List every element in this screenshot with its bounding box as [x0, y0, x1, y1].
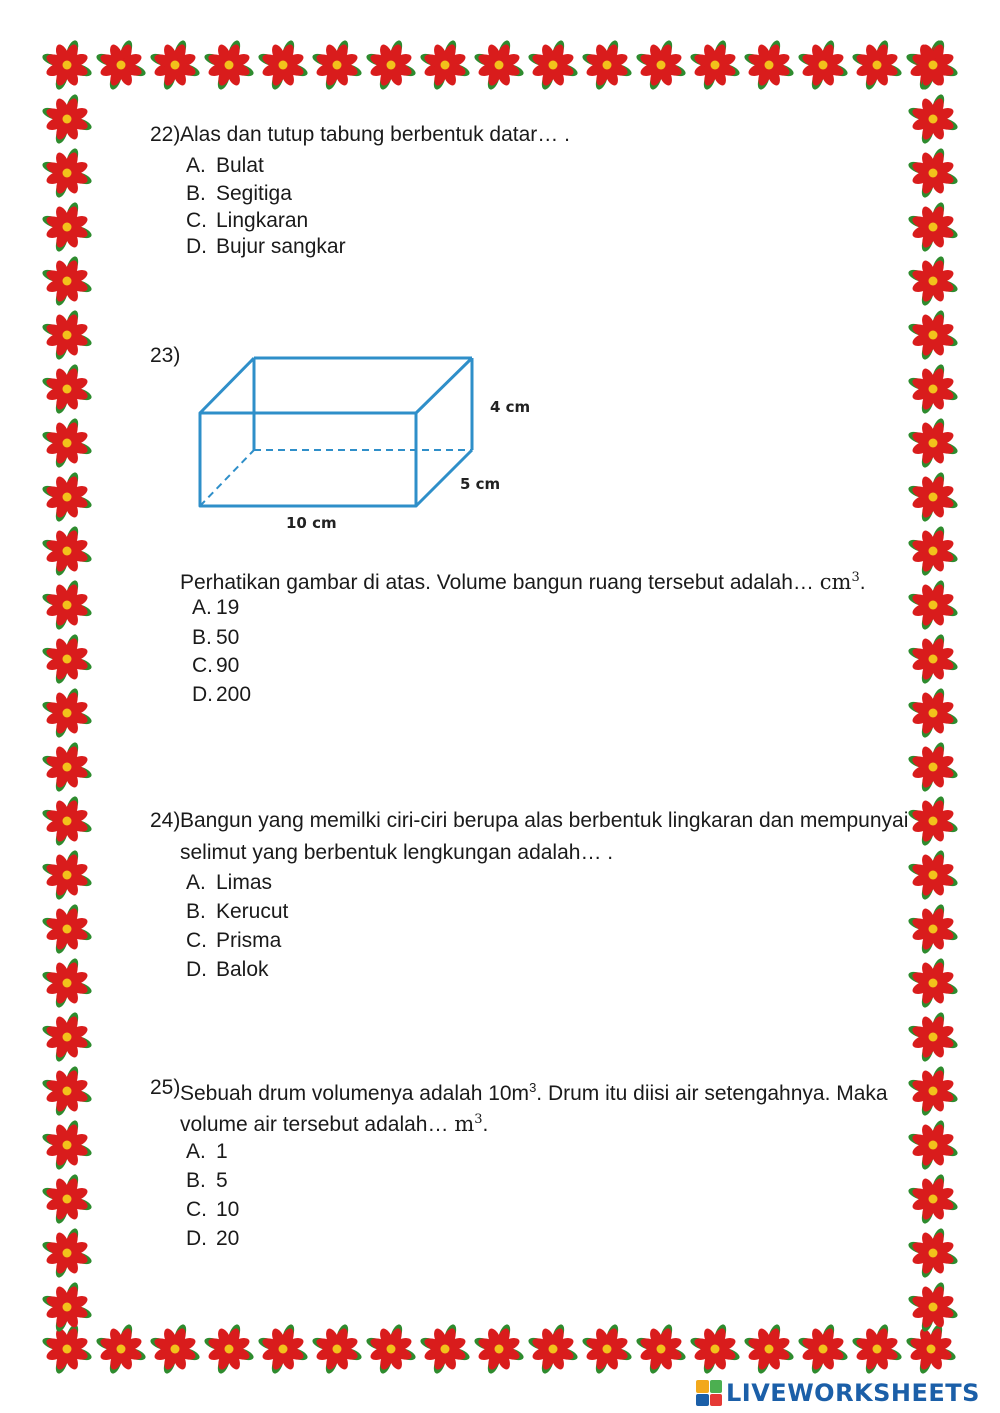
poinsettia-icon [40, 308, 94, 362]
poinsettia-icon [906, 146, 960, 200]
poinsettia-icon [94, 1322, 148, 1374]
poinsettia-icon [40, 92, 94, 146]
poinsettia-icon [472, 1322, 526, 1374]
poinsettia-icon [40, 1226, 94, 1280]
poinsettia-icon [310, 1322, 364, 1374]
option-d[interactable]: D. 20 [186, 1227, 240, 1250]
poinsettia-icon [40, 470, 94, 524]
poinsettia-icon [40, 578, 94, 632]
poinsettia-icon [364, 38, 418, 90]
poinsettia-icon [906, 1172, 960, 1226]
poinsettia-icon [906, 578, 960, 632]
poinsettia-icon [906, 416, 960, 470]
height-label: 4 cm [490, 398, 531, 416]
poinsettia-icon [906, 200, 960, 254]
option-b[interactable]: B. 5 [186, 1169, 228, 1192]
poinsettia-icon [202, 1322, 256, 1374]
poinsettia-icon [906, 740, 960, 794]
poinsettia-icon [906, 1064, 960, 1118]
question-text: Alas dan tutup tabung berbentuk datar… . [180, 123, 570, 146]
poinsettia-icon [688, 38, 742, 90]
poinsettia-icon [40, 254, 94, 308]
poinsettia-icon [40, 38, 94, 92]
option-d[interactable]: D. 200 [192, 683, 252, 706]
unit-m3: $m^3$ [454, 1112, 483, 1136]
poinsettia-icon [906, 254, 960, 308]
poinsettia-icon [906, 794, 960, 848]
poinsettia-icon [688, 1322, 742, 1374]
cuboid-front-face [200, 413, 416, 506]
poinsettia-icon [906, 308, 960, 362]
option-b[interactable]: B. Kerucut [186, 900, 289, 923]
poinsettia-icon [472, 38, 526, 90]
poinsettia-icon [906, 38, 960, 92]
option-d[interactable]: D. Balok [186, 958, 269, 981]
poinsettia-icon [796, 1322, 850, 1374]
poinsettia-icon [906, 848, 960, 902]
poinsettia-icon [634, 1322, 688, 1374]
poinsettia-icon [906, 686, 960, 740]
cuboid-figure [184, 350, 544, 540]
poinsettia-icon [40, 524, 94, 578]
cuboid-right-top-depth-edge [416, 358, 472, 413]
poinsettia-icon [796, 38, 850, 90]
poinsettia-icon [906, 470, 960, 524]
option-b[interactable]: B. 50 [192, 626, 240, 649]
poinsettia-icon [148, 38, 202, 90]
poinsettia-icon [40, 146, 94, 200]
poinsettia-icon [40, 416, 94, 470]
option-c[interactable]: C. 10 [186, 1198, 240, 1221]
poinsettia-icon [148, 1322, 202, 1374]
option-c[interactable]: C. 90 [192, 654, 240, 677]
poinsettia-icon [310, 38, 364, 90]
poinsettia-icon [906, 362, 960, 416]
poinsettia-icon [40, 1010, 94, 1064]
poinsettia-icon [742, 38, 796, 90]
poinsettia-icon [40, 1172, 94, 1226]
poinsettia-icon [202, 38, 256, 90]
poinsettia-icon [40, 686, 94, 740]
poinsettia-icon [40, 1064, 94, 1118]
brand-name: LIVEWORKSHEETS [726, 1379, 980, 1407]
liveworksheets-logo-icon [696, 1380, 722, 1406]
poinsettia-icon [906, 524, 960, 578]
cuboid-left-top-depth-edge [200, 358, 254, 413]
poinsettia-icon [634, 38, 688, 90]
question-number: 24) [150, 809, 181, 832]
option-c[interactable]: C. Lingkaran [186, 209, 309, 232]
option-c[interactable]: C. Prisma [186, 929, 282, 952]
poinsettia-icon [40, 902, 94, 956]
poinsettia-icon [906, 92, 960, 146]
poinsettia-icon [364, 1322, 418, 1374]
question-text-line-1: Sebuah drum volumenya adalah $10m^3$. Drum itu diisi air setengahnya. Maka [180, 1080, 888, 1105]
poinsettia-icon [40, 632, 94, 686]
option-b[interactable]: B. Segitiga [186, 182, 292, 205]
option-a[interactable]: A. Limas [186, 871, 273, 894]
poinsettia-icon [850, 1322, 904, 1374]
option-a[interactable]: A. 19 [192, 596, 240, 619]
poinsettia-icon [94, 38, 148, 90]
question-number: 22) [150, 123, 181, 146]
poinsettia-icon [906, 1118, 960, 1172]
poinsettia-icon [906, 902, 960, 956]
poinsettia-icon [40, 1280, 94, 1334]
option-d[interactable]: D. Bujur sangkar [186, 235, 346, 258]
poinsettia-icon [40, 1118, 94, 1172]
poinsettia-icon [418, 38, 472, 90]
question-number: 25) [150, 1076, 181, 1099]
option-a[interactable]: A. Bulat [186, 154, 264, 177]
poinsettia-icon [850, 38, 904, 90]
poinsettia-icon [906, 1280, 960, 1334]
question-text-line-1: Bangun yang memilki ciri-ciri berupa alas berbentuk lingkaran dan mempunyai [180, 809, 909, 832]
question-text-line-2: volume air tersebut adalah… $m^3$. [180, 1112, 489, 1136]
poinsettia-icon [580, 38, 634, 90]
poinsettia-icon [40, 362, 94, 416]
poinsettia-icon [40, 956, 94, 1010]
decorative-border-left [40, 38, 94, 1374]
liveworksheets-logo[interactable] [696, 1378, 980, 1408]
question-text: Perhatikan gambar di atas. Volume bangun ruang tersebut adalah… $cm^3$. [180, 570, 866, 594]
poinsettia-icon [40, 794, 94, 848]
option-a[interactable]: A. 1 [186, 1140, 228, 1163]
question-text-line-2: selimut yang berbentuk lengkungan adalah… . [180, 841, 614, 864]
poinsettia-icon [906, 1010, 960, 1064]
poinsettia-icon [526, 1322, 580, 1374]
poinsettia-icon [418, 1322, 472, 1374]
poinsettia-icon [256, 38, 310, 90]
width-label: 5 cm [460, 475, 501, 493]
length-label: 10 cm [286, 514, 337, 532]
poinsettia-icon [40, 848, 94, 902]
poinsettia-icon [906, 956, 960, 1010]
poinsettia-icon [40, 740, 94, 794]
unit-cm3: $cm^3$ [819, 570, 860, 594]
question-number: 23) [150, 344, 181, 367]
poinsettia-icon [906, 1226, 960, 1280]
poinsettia-icon [526, 38, 580, 90]
poinsettia-icon [742, 1322, 796, 1374]
decorative-border-top [40, 38, 962, 90]
decorative-border-right [906, 38, 962, 1374]
poinsettia-icon [906, 632, 960, 686]
decorative-border-bottom [40, 1322, 962, 1374]
cuboid-hidden-depth-edge [200, 450, 254, 506]
poinsettia-icon [40, 200, 94, 254]
poinsettia-icon [580, 1322, 634, 1374]
poinsettia-icon [256, 1322, 310, 1374]
